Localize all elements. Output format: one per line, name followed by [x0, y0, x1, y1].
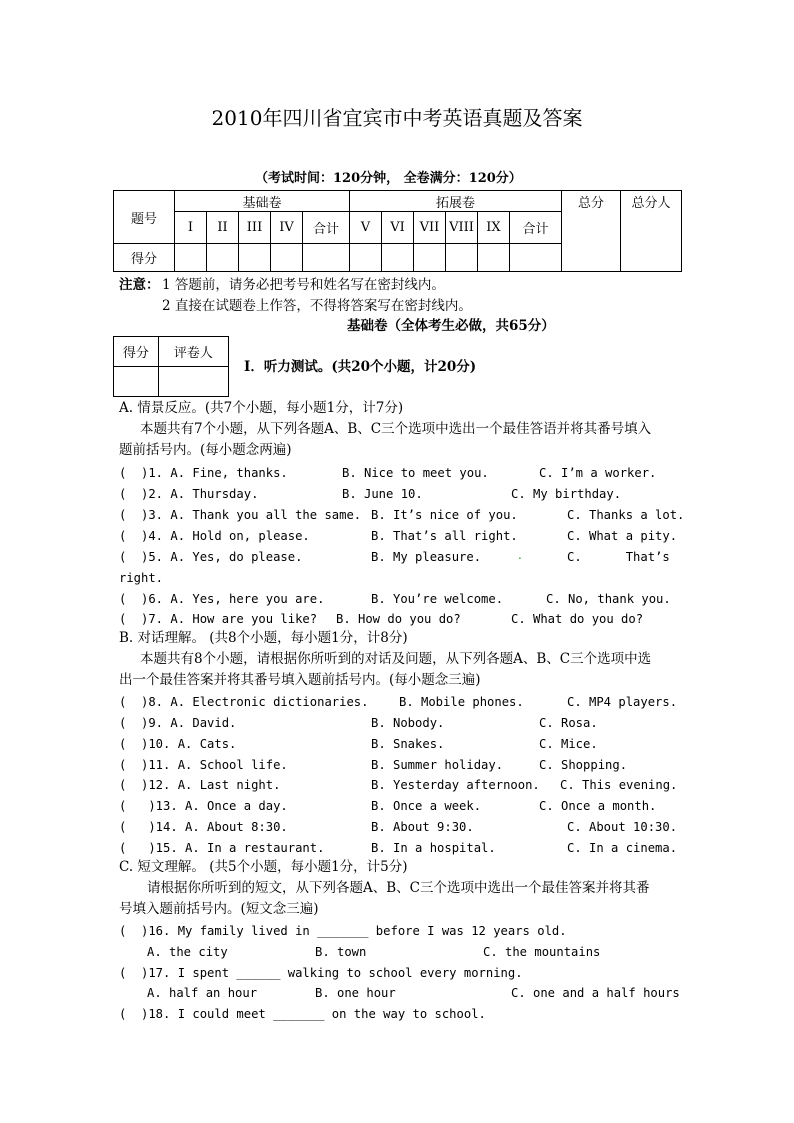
score-table [113, 190, 682, 272]
col-extend-8: VIII [446, 212, 478, 244]
q13-option-c: C. Once a month. [539, 799, 657, 813]
q7-option-b: B. How do you do? [336, 612, 461, 626]
partC-heading: C. 短文理解。 (共5个小题，每小题1分，计5分) [119, 859, 408, 875]
grader-defen-label: 得分 [114, 337, 159, 367]
score-cell[interactable] [382, 244, 414, 272]
q14-option-c: C. About 10:30. [567, 820, 678, 834]
q5: ( )5. A. Yes, do please. [119, 550, 303, 564]
q4: ( )4. A. Hold on, please. [119, 529, 310, 543]
q16: ( )16. My family lived in _______ before I was 12 years old. [119, 924, 567, 938]
total-label: 总分 [562, 191, 621, 212]
partA-intro-1: 本题共有7个小题，从下列各题A、B、C三个选项中选出一个最佳答语并将其番号填入 [140, 421, 652, 437]
score-cell[interactable] [175, 244, 207, 272]
q10-option-c: C. Mice. [539, 737, 598, 751]
col-extend-total: 合计 [510, 212, 562, 244]
q12-option-c: C. This evening. [560, 778, 678, 792]
q15-option-c: C. In a cinema. [567, 841, 678, 855]
notes-line-1: 1 答题前，请务必把考号和姓名写在密封线内。 [162, 277, 445, 293]
score-cell[interactable] [239, 244, 271, 272]
q10: ( )10. A. Cats. [119, 737, 237, 751]
q10-option-b: B. Snakes. [371, 737, 445, 751]
col-extend-7: VII [414, 212, 446, 244]
q3-option-b: B. It’s nice of you. [371, 508, 518, 522]
q18: ( )18. I could meet _______ on the way to school. [119, 1007, 486, 1021]
q12: ( )12. A. Last night. [119, 778, 281, 792]
page-title: 2010年四川省宜宾市中考英语真题及答案 [211, 106, 583, 130]
partA-intro-2: 题前括号内。(每小题念两遍) [119, 442, 292, 458]
q16-option-a: A. the city [147, 945, 228, 959]
q9: ( )9. A. David. [119, 716, 237, 730]
partA-heading: A. 情景反应。(共7个小题，每小题1分，计7分) [119, 400, 404, 416]
partB-intro-1: 本题共有8个小题，请根据你所听到的对话及问题，从下列各题A、B、C三个选项中选 [140, 651, 652, 667]
q7: ( )7. A. How are you like? [119, 612, 318, 626]
grader-reviewer-label: 评卷人 [158, 337, 228, 367]
col-basic-1: I [175, 212, 207, 244]
col-basic-3: III [239, 212, 271, 244]
q2: ( )2. A. Thursday. [119, 487, 259, 501]
defen-label: 得分 [114, 244, 175, 272]
partB-heading: B. 对话理解。 (共8个小题，每小题1分，计8分) [119, 630, 408, 646]
score-cell[interactable] [510, 244, 562, 272]
q6-option-c: C. No, thank you. [546, 592, 671, 606]
total-person-label: 总分人 [621, 191, 682, 212]
score-cell[interactable] [414, 244, 446, 272]
q6-option-b: B. You’re welcome. [371, 592, 504, 606]
q2-option-b: B. June 10. [342, 487, 423, 501]
col-basic-4: IV [271, 212, 303, 244]
score-cell[interactable] [446, 244, 478, 272]
q9-option-c: C. Rosa. [539, 716, 598, 730]
q15-option-b: B. In a hospital. [371, 841, 496, 855]
col-extend-6: VI [382, 212, 414, 244]
q16-option-c: C. the mountains [483, 945, 601, 959]
q1: ( )1. A. Fine, thanks. [119, 466, 288, 480]
q11-option-c: C. Shopping. [539, 758, 628, 772]
grader-score-cell[interactable] [114, 367, 159, 397]
q11-option-b: B. Summer holiday. [371, 758, 504, 772]
q14-option-b: B. About 9:30. [371, 820, 474, 834]
q5-option-c: C. That’s [567, 550, 670, 564]
q2-option-c: C. My birthday. [511, 487, 622, 501]
basic-label: 基础卷 [175, 191, 350, 212]
q16-option-b: B. town [315, 945, 367, 959]
q17: ( )17. I spent ______ walking to school every morning. [119, 966, 523, 980]
q3-option-c: C. Thanks a lot. [567, 508, 685, 522]
q3: ( )3. A. Thank you all the same. [119, 508, 362, 522]
total-cell[interactable] [562, 212, 621, 272]
exam-info: （考试时间：120分钟， 全卷满分：120分） [255, 171, 522, 186]
q4-option-c: C. What a pity. [567, 529, 678, 543]
q17-option-a: A. half an hour [147, 986, 258, 1000]
notes-line-2: 2 直接在试题卷上作答，不得将答案写在密封线内。 [162, 298, 472, 314]
q17-option-c: C. one and a half hours [511, 986, 680, 1000]
grader-reviewer-cell[interactable] [158, 367, 228, 397]
col-extend-9: IX [478, 212, 510, 244]
q7-option-c: C. What do you do? [511, 612, 644, 626]
score-cell[interactable] [303, 244, 350, 272]
partC-intro-2: 号填入题前括号内。(短文念三遍) [119, 901, 319, 917]
grader-table [113, 336, 229, 397]
stray-dot: . [518, 548, 522, 562]
part1-heading: I．听力测试。(共20个小题，计20分) [244, 359, 477, 375]
q13: ( )13. A. Once a day. [119, 799, 288, 813]
q5-option-b: B. My pleasure. [371, 550, 482, 564]
partC-intro-1: 请根据你所听到的短文，从下列各题A、B、C三个选项中选出一个最佳答案并将其番 [147, 880, 650, 896]
q12-option-b: B. Yesterday afternoon. [371, 778, 540, 792]
score-cell[interactable] [207, 244, 239, 272]
q13-option-b: B. Once a week. [371, 799, 482, 813]
col-basic-total: 合计 [303, 212, 350, 244]
score-cell[interactable] [350, 244, 382, 272]
section-heading: 基础卷（全体考生必做，共65分） [347, 318, 555, 334]
col-extend-5: V [350, 212, 382, 244]
score-cell[interactable] [478, 244, 510, 272]
notes-label: 注意： [119, 277, 160, 293]
col-basic-2: II [207, 212, 239, 244]
q1-option-c: C. I’m a worker. [539, 466, 657, 480]
q8: ( )8. A. Electronic dictionaries. [119, 695, 369, 709]
q4-option-b: B. That’s all right. [371, 529, 518, 543]
q8-option-c: C. MP4 players. [567, 695, 678, 709]
q9-option-b: B. Nobody. [371, 716, 445, 730]
partB-intro-2: 出一个最佳答案并将其番号填入题前括号内。(每小题念三遍) [119, 672, 481, 688]
q1-option-b: B. Nice to meet you. [342, 466, 489, 480]
extend-label: 拓展卷 [350, 191, 562, 212]
q6: ( )6. A. Yes, here you are. [119, 592, 325, 606]
q14: ( )14. A. About 8:30. [119, 820, 288, 834]
q8-option-b: B. Mobile phones. [399, 695, 524, 709]
q17-option-b: B. one hour [315, 986, 396, 1000]
tihao-label: 题号 [114, 191, 175, 244]
score-cell[interactable] [271, 244, 303, 272]
q15: ( )15. A. In a restaurant. [119, 841, 325, 855]
total-person-cell[interactable] [621, 212, 682, 272]
q11: ( )11. A. School life. [119, 758, 288, 772]
q5-continuation: right. [119, 571, 164, 585]
